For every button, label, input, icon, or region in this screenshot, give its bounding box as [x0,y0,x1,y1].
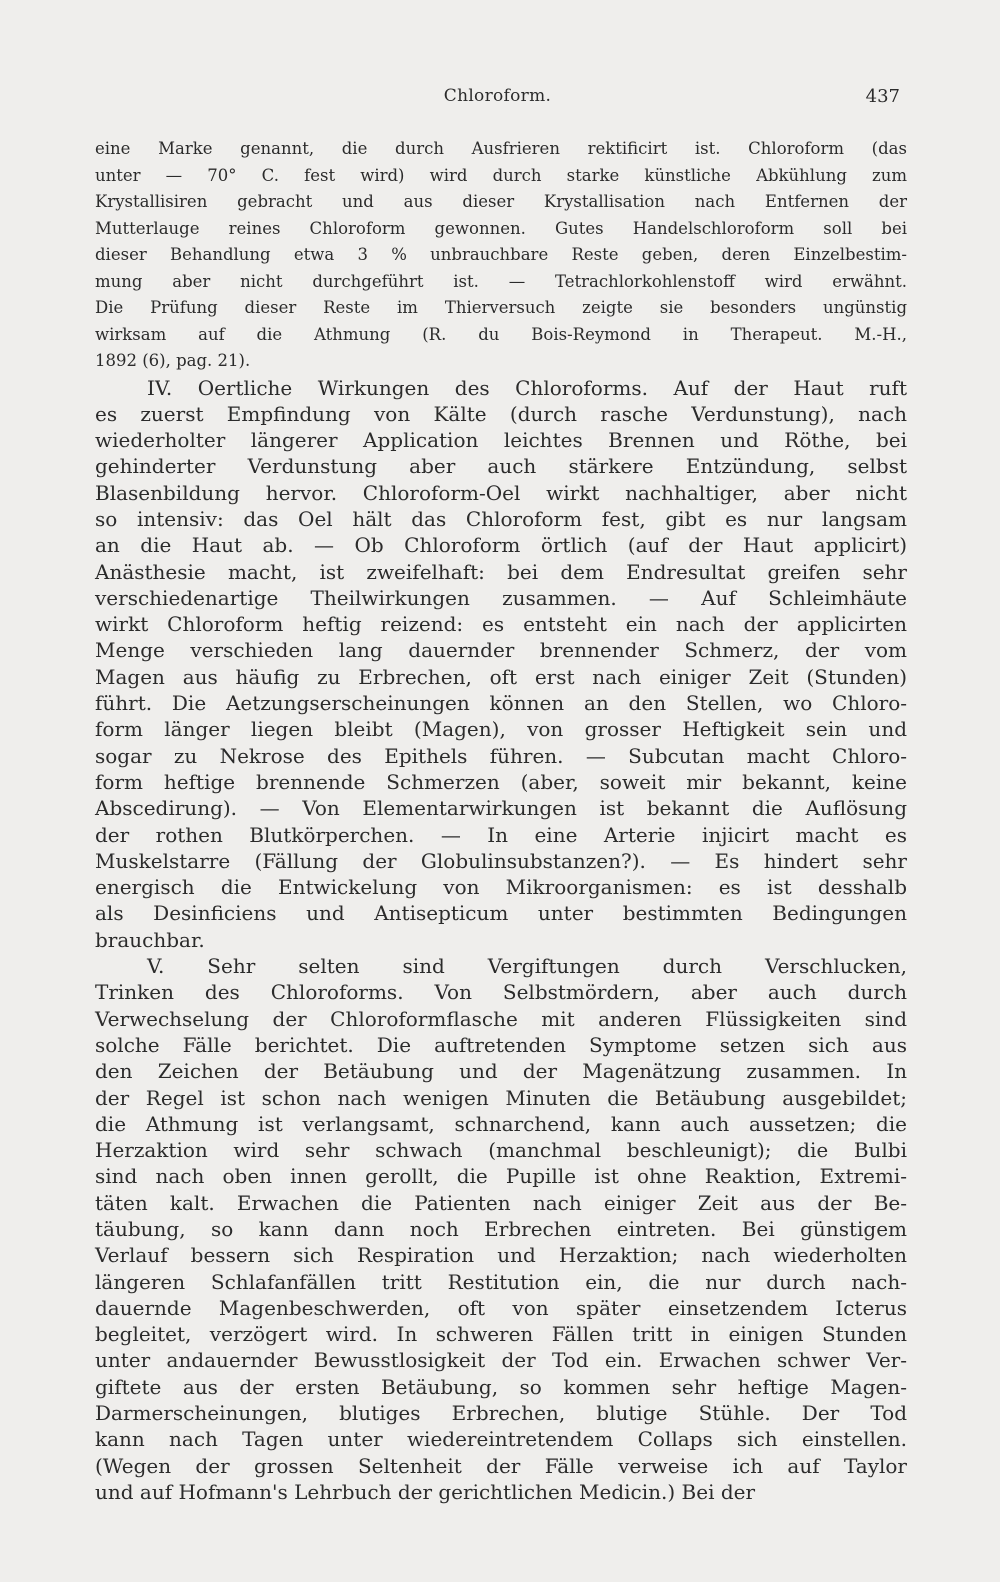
text-line: Mutterlauge reines Chloroform gewonnen. Gutes Handelschloroform soll bei [95,218,907,238]
text-line: der Regel ist schon nach wenigen Minuten die Betäubung ausgebildet; [95,1085,907,1110]
text-line: Darmerscheinungen, blutiges Erbrechen, blutige Stühle. Der Tod [95,1401,907,1426]
text-line: wiederholter längerer Application leichtes Brennen und Röthe, bei [95,428,907,453]
text-line: Magen aus häufig zu Erbrechen, oft erst nach einiger Zeit (Stunden) [95,664,907,689]
text-line: solche Fälle berichtet. Die auftretenden Symptome setzen sich aus [95,1032,907,1057]
paragraph [95,375,907,954]
text-line: sind nach oben innen gerollt, die Pupille ist ohne Reaktion, Extremi- [95,1164,907,1189]
paragraph [95,953,907,1505]
text-line: wirkt Chloroform heftig reizend: es entsteht ein nach der applicirten [95,612,907,637]
text-line: an die Haut ab. — Ob Chloroform örtlich (auf der Haut applicirt) [95,533,907,558]
text-line: unter — 70° C. fest wird) wird durch starke künstliche Abkühlung zum [95,165,907,185]
text-line: so intensiv: das Oel hält das Chloroform fest, gibt es nur langsam [95,506,907,531]
text-line: die Athmung ist verlangsamt, schnarchend, kann auch aussetzen; die [95,1111,907,1136]
text-line: kann nach Tagen unter wiedereintretendem Collaps sich einstellen. [95,1427,907,1452]
text-line: führt. Die Aetzungserscheinungen können an den Stellen, wo Chloro- [95,691,907,716]
text-line: täten kalt. Erwachen die Patienten nach einiger Zeit aus der Be- [95,1190,907,1215]
text-line: gehinderter Verdunstung aber auch stärkere Entzündung, selbst [95,454,907,479]
text-line: dauernde Magenbeschwerden, oft von später einsetzendem Icterus [95,1295,907,1320]
text-line: (Wegen der grossen Seltenheit der Fälle verweise ich auf Taylor [95,1453,907,1478]
text-line: sogar zu Nekrose des Epithels führen. — Subcutan macht Chloro- [95,743,907,768]
text-line: eine Marke genannt, die durch Ausfrieren rektificirt ist. Chloroform (das [95,139,907,158]
page-number: 437 [865,86,900,107]
text-line: energisch die Entwickelung von Mikroorganismen: es ist desshalb [95,875,907,900]
running-title: Chloroform. [443,86,552,106]
text-line: mung aber nicht durchgeführt ist. — Tetrachlorkohlenstoff wird erwähnt. [95,271,907,291]
text-line: Herzaktion wird sehr schwach (manchmal beschleunigt); die Bulbi [95,1138,907,1163]
text-line: Verwechselung der Chloroformflasche mit anderen Flüssigkeiten sind [95,1006,907,1031]
page-header [95,86,900,110]
text-line: brauchbar. [95,927,205,952]
text-line: längeren Schlafanfällen tritt Restitution ein, die nur durch nach- [95,1269,907,1294]
text-line: Die Prüfung dieser Reste im Thierversuch zeigte sie besonders ungünstig [95,298,907,317]
text-line: form länger liegen bleibt (Magen), von grosser Heftigkeit sein und [95,717,907,742]
text-line: Muskelstarre (Fällung der Globulinsubstanzen?). — Es hindert sehr [95,848,907,873]
text-line: dieser Behandlung etwa 3 % unbrauchbare Reste geben, deren Einzelbestim- [95,245,907,264]
text-line: Trinken des Chloroforms. Von Selbstmördern, aber auch durch [95,980,907,1005]
paragraph [95,136,907,375]
text-line: und auf Hofmann's Lehrbuch der gerichtlichen Medicin.) Bei der [95,1479,756,1504]
text-line: als Desinficiens und Antisepticum unter bestimmten Bedingungen [95,901,907,926]
text-line: wirksam auf die Athmung (R. du Bois-Reymond in Therapeut. M.-H., [95,324,907,344]
text-line: 1892 (6), pag. 21). [95,351,251,370]
text-line: IV. Oertliche Wirkungen des Chloroforms. Auf der Haut ruft [147,375,907,400]
text-line: täubung, so kann dann noch Erbrechen eintreten. Bei günstigem [95,1217,907,1241]
text-line: den Zeichen der Betäubung und der Magenätzung zusammen. In [95,1059,907,1084]
text-line: Abscedirung). — Von Elementarwirkungen ist bekannt die Auflösung [95,796,907,821]
text-line: unter andauernder Bewusstlosigkeit der Tod ein. Erwachen schwer Ver- [95,1348,907,1373]
text-line: Blasenbildung hervor. Chloroform-Oel wirkt nachhaltiger, aber nicht [95,480,907,505]
text-line: es zuerst Empfindung von Kälte (durch rasche Verdunstung), nach [95,401,907,426]
text-line: Anästhesie macht, ist zweifelhaft: bei dem Endresultat greifen sehr [95,559,907,584]
text-line: giftete aus der ersten Betäubung, so kommen sehr heftige Magen- [95,1374,907,1399]
text-line: V. Sehr selten sind Vergiftungen durch Verschlucken, [147,954,907,979]
text-line: Verlauf bessern sich Respiration und Herzaktion; nach wiederholten [95,1243,907,1268]
text-line: Krystallisiren gebracht und aus dieser Krystallisation nach Entfernen der [95,192,907,211]
text-line: verschiedenartige Theilwirkungen zusammen. — Auf Schleimhäute [95,585,907,610]
text-line: Menge verschieden lang dauernder brennender Schmerz, der vom [95,638,907,663]
body-text [95,136,907,1505]
text-line: begleitet, verzögert wird. In schweren Fällen tritt in einigen Stunden [95,1322,907,1347]
text-line: der rothen Blutkörperchen. — In eine Arterie injicirt macht es [95,822,907,847]
text-line: form heftige brennende Schmerzen (aber, soweit mir bekannt, keine [95,769,907,794]
